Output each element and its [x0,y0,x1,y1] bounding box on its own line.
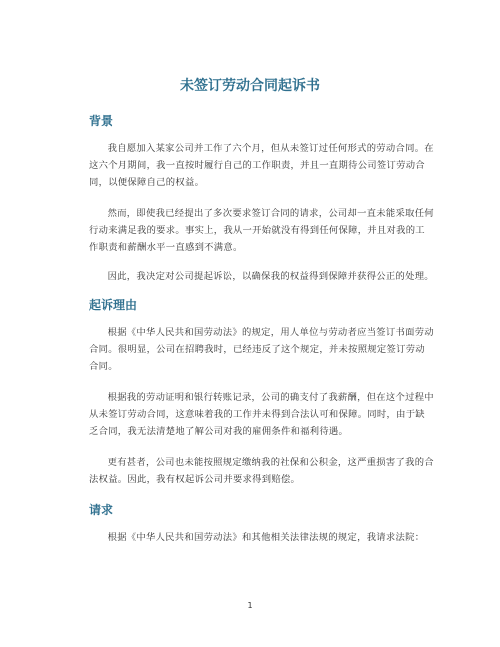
paragraph-background-1: 我自愿加入某家公司并工作了六个月，但从未签订过任何形式的劳动合同。在这六个月期间，我一直按时履行自己的工作职责，并且一直期待公司签订劳动合同，以便保障自己的权益。 [89,143,434,188]
paragraph-reasons-1: 根据《中华人民共和国劳动法》的规定，用人单位与劳动者应当签订书面劳动合同。很明显，公司在招聘我时，已经违反了这个规定，并未按照规定签订劳动合同。 [89,327,434,372]
paragraph-request-1: 根据《中华人民共和国劳动法》和其他相关法律法规的规定，我请求法院： [107,532,425,543]
paragraph-reasons-2: 根据我的劳动证明和银行转账记录，公司的确支付了我薪酬，但在这个过程中从未签订劳动合同，这意味着我的工作并未得到合法认可和保障。同时，由于缺乏合同，我无法清楚地了解公司对我的雇佣条件和福利待遇。 [89,392,434,437]
section-heading-reasons: 起诉理由 [89,298,138,312]
paragraph-background-2: 然而，即使我已经提出了多次要求签订合同的请求，公司却一直未能采取任何行动来满足我的要求。事实上，我从一开始就没有得到任何保障，并且对我的工作职责和薪酬水平一直感到不满意。 [89,208,434,253]
paragraph-background-3: 因此，我决定对公司提起诉讼，以确保我的权益得到保障并获得公正的处理。 [107,271,434,282]
section-heading-request: 请求 [89,503,114,517]
section-heading-background: 背景 [89,114,114,128]
document-title: 未签订劳动合同起诉书 [180,78,320,94]
page-number: 1 [247,601,253,610]
paragraph-reasons-3: 更有甚者，公司也未能按照规定缴纳我的社保和公积金，这严重损害了我的合法权益。因此，我有权起诉公司并要求得到赔偿。 [89,457,434,485]
